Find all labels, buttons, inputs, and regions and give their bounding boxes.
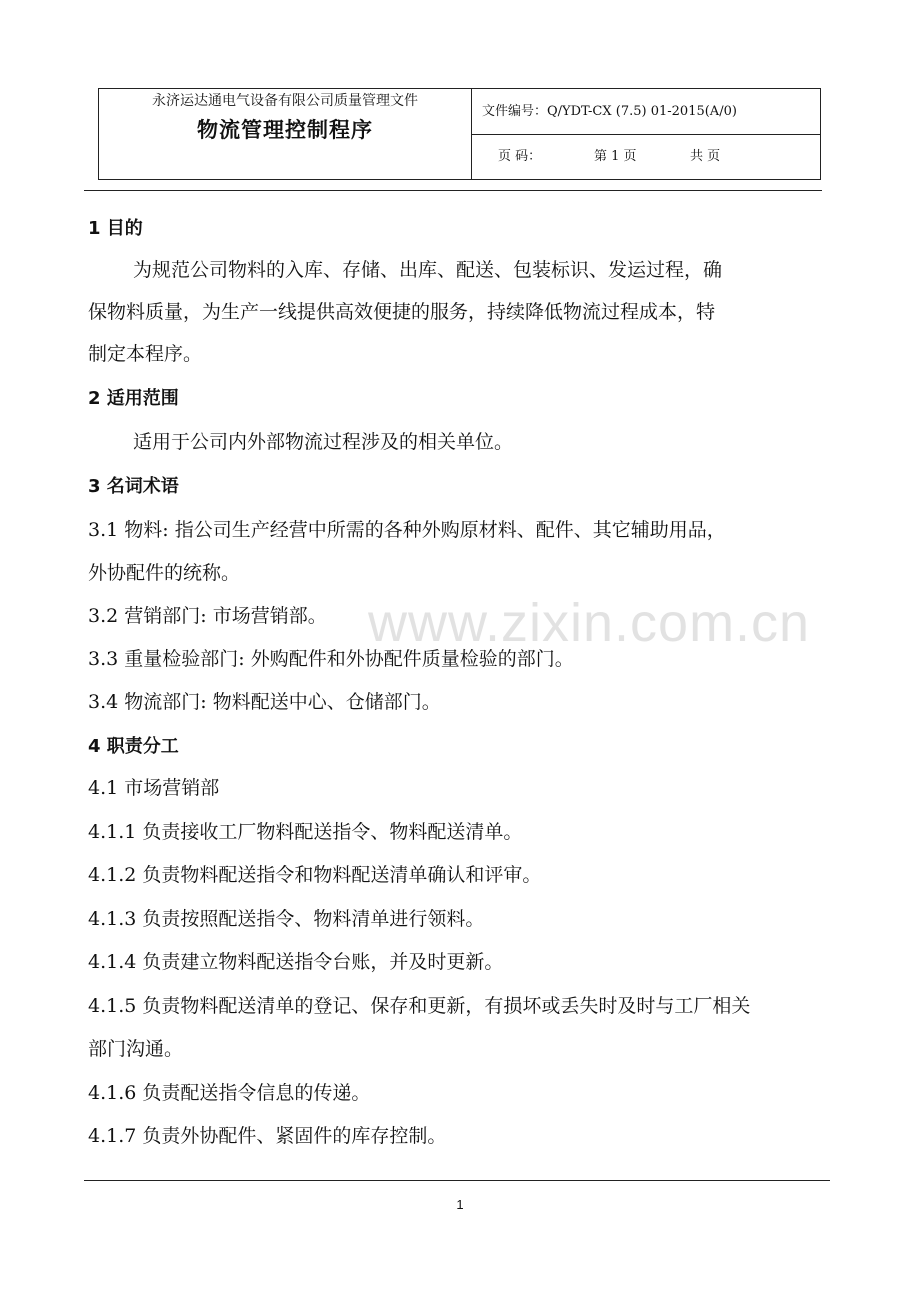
footer-page-number: 1	[456, 1197, 464, 1212]
paragraph-line: 4.1.5 负责物料配送清单的登记、保存和更新，有损坏或丢失时及时与工厂相关	[88, 995, 751, 1017]
paragraph-line: 4.1.7 负责外协配件、紧固件的库存控制。	[88, 1125, 447, 1147]
paragraph-line: 4.1.4 负责建立物料配送指令台账，并及时更新。	[88, 951, 504, 973]
paragraph-line: 为规范公司物料的入库、存储、出库、配送、包装标识、发运过程，确	[133, 259, 723, 281]
paragraph-line: 3.3 重量检验部门: 外购配件和外协配件质量检验的部门。	[88, 648, 574, 670]
header-divider	[84, 190, 822, 191]
page-current: 第 1 页	[594, 149, 637, 164]
paragraph-line: 4.1.2 负责物料配送指令和物料配送清单确认和评审。	[88, 864, 542, 886]
paragraph-line: 3.1 物料: 指公司生产经营中所需的各种外购原材料、配件、其它辅助用品，	[88, 519, 726, 541]
section-heading-terms: 3 名词术语	[88, 476, 179, 497]
page-label: 页 码：	[498, 149, 542, 164]
document-header-table	[98, 88, 821, 180]
section-heading-scope: 2 适用范围	[88, 388, 179, 409]
section-heading-responsibilities: 4 职责分工	[88, 736, 179, 757]
paragraph-line: 保物料质量，为生产一线提供高效便捷的服务，持续降低物流过程成本，特	[88, 301, 716, 323]
paragraph-line: 4.1 市场营销部	[88, 777, 220, 799]
document-title: 物流管理控制程序	[197, 118, 373, 142]
section-heading-purpose: 1 目的	[88, 218, 143, 239]
paragraph-line: 部门沟通。	[88, 1038, 184, 1060]
paragraph-line: 4.1.1 负责接收工厂物料配送指令、物料配送清单。	[88, 821, 523, 843]
header-doc-number-cell	[472, 89, 820, 135]
paragraph-line: 3.2 营销部门: 市场营销部。	[88, 605, 327, 627]
paragraph-line: 4.1.3 负责按照配送指令、物料清单进行领料。	[88, 908, 485, 930]
company-name: 永济运达通电气设备有限公司质量管理文件	[152, 93, 418, 109]
paragraph-line: 制定本程序。	[88, 343, 203, 365]
paragraph-line: 4.1.6 负责配送指令信息的传递。	[88, 1082, 371, 1104]
header-left-cell	[99, 89, 472, 179]
paragraph-line: 3.4 物流部门: 物料配送中心、仓储部门。	[88, 691, 441, 713]
footer-divider	[84, 1180, 830, 1181]
header-page-cell	[472, 135, 820, 180]
paragraph-line: 适用于公司内外部物流过程涉及的相关单位。	[133, 431, 514, 453]
document-number: 文件编号：Q/YDT-CX (7.5) 01-2015(A/0)	[482, 104, 737, 119]
watermark: www.zixin.com.cn	[368, 593, 811, 653]
page-total: 共 页	[690, 149, 721, 164]
paragraph-line: 外协配件的统称。	[88, 562, 241, 584]
